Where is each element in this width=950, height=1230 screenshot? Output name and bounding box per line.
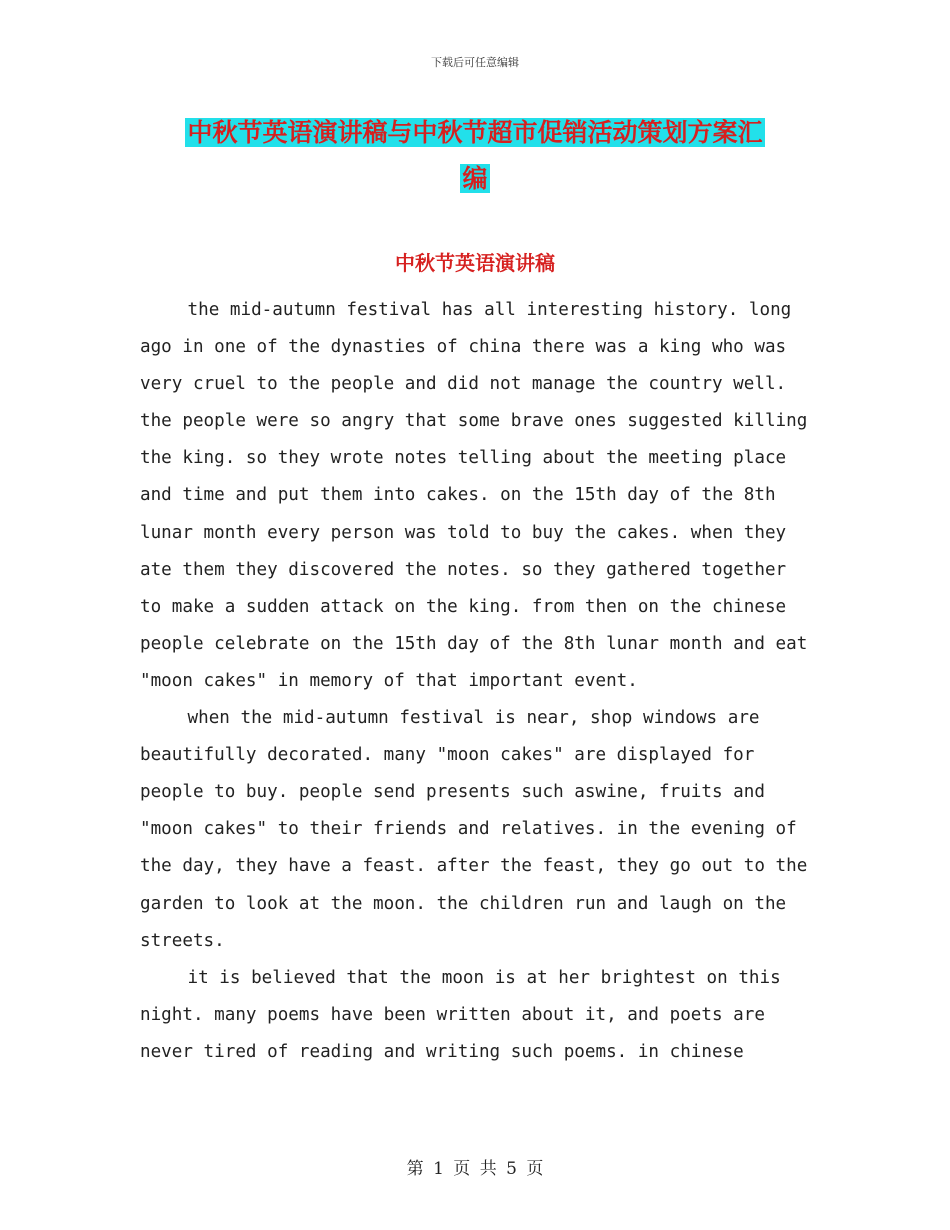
document-title-line-2: 编 xyxy=(462,164,488,193)
page-indicator: 第 1 页 共 5 页 xyxy=(406,1159,544,1179)
header-note: 下载后可任意编辑 xyxy=(431,56,519,69)
paragraph: the mid-autumn festival has all interesting history. long ago in one of the dynasties of china there was a king who was very cruel to the people and did not manage the country well. the people were so angry that some brave ones suggested killing the king. so they wrote notes telling about the meeting place and time and put them into cakes. on the 15th day of the 8th lunar month every person was told to buy the cakes. when they ate them they discovered the notes. so they gathered together to make a sudden attack on the king. from then on the chinese people celebrate on the 15th day of the 8th lunar month and eat "moon cakes" in memory of that important event. xyxy=(140,300,808,691)
paragraph: it is believed that the moon is at her brightest on this night. many poems have been written about it, and poets are never tired of reading and writing such poems. in chinese xyxy=(140,967,781,1062)
paragraph: when the mid-autumn festival is near, shop windows are beautifully decorated. many "moon cakes" are displayed for people to buy. people send presents such aswine, fruits and "moon cakes" to their friends and relatives. in the evening of the day, they have a feast. after the feast, they go out to the garden to look at the moon. the children run and laugh on the streets. xyxy=(140,708,808,951)
document-title xyxy=(0,110,950,202)
document-title-line-1: 中秋节英语演讲稿与中秋节超市促销活动策划方案汇 xyxy=(187,118,763,147)
body-text xyxy=(140,292,812,1071)
section-title: 中秋节英语演讲稿 xyxy=(395,251,555,275)
